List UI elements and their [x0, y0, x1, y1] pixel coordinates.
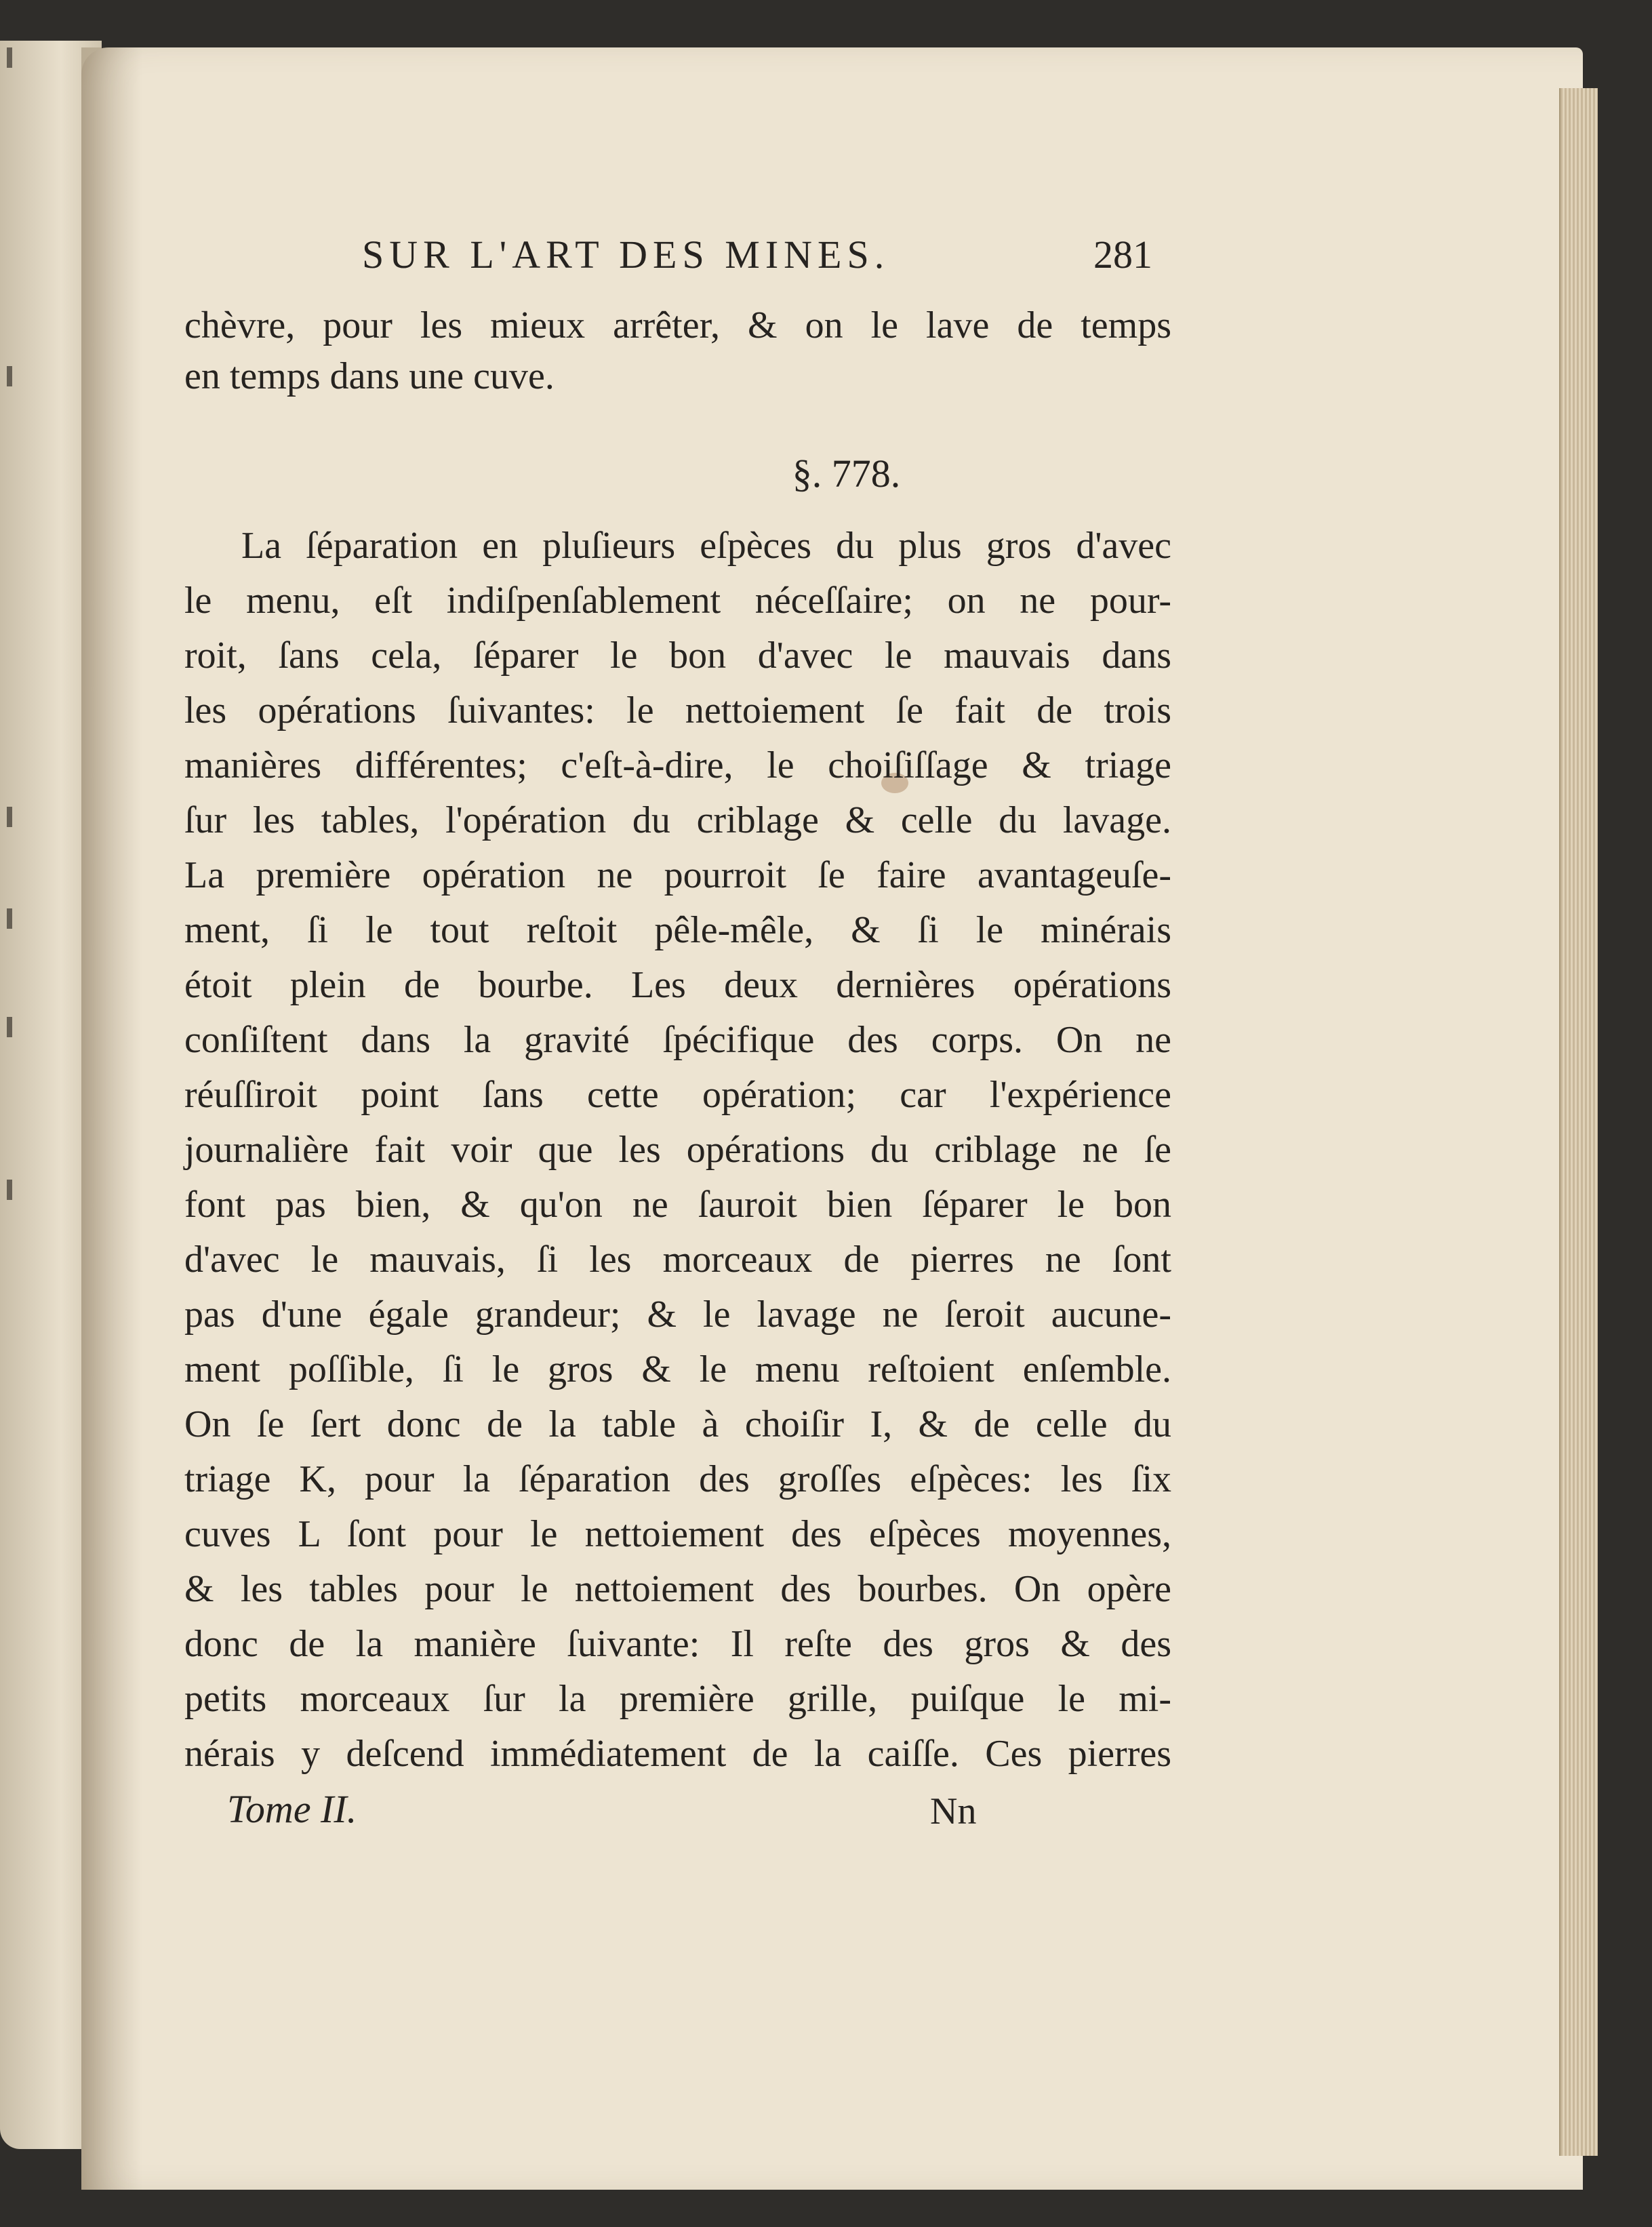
- body-line: d'avec le mauvais, ſi les morceaux de pierres ne ſont: [184, 1239, 1171, 1281]
- running-title: SUR L'ART DES MINES.: [362, 233, 890, 277]
- body-line: ment poſſible, ſi le gros & le menu reſtoient enſemble.: [184, 1348, 1171, 1390]
- show-through-mark: [7, 908, 12, 929]
- body-line: étoit plein de bourbe. Les deux dernières opérations: [184, 964, 1171, 1006]
- body-line: triage K, pour la ſéparation des groſſes eſpèces: les ſix: [184, 1458, 1171, 1500]
- show-through-mark: [7, 1017, 12, 1037]
- carryover-line: en temps dans une cuve.: [184, 355, 555, 397]
- body-line: ſur les tables, l'opération du criblage & celle du lavage.: [184, 799, 1171, 841]
- body-line: & les tables pour le nettoiement des bourbes. On opère: [184, 1568, 1171, 1610]
- body-line: nérais y deſcend immédiatement de la caiſſe. Ces pierres: [184, 1733, 1171, 1775]
- body-line: les opérations ſuivantes: le nettoiement ſe fait de trois: [184, 689, 1171, 731]
- body-line: La première opération ne pourroit ſe faire avantageuſe-: [184, 854, 1171, 896]
- body-line: On ſe ſert donc de la table à choiſir I, & de celle du: [184, 1403, 1171, 1445]
- section-number: §. 778.: [792, 452, 901, 496]
- show-through-mark: [7, 807, 12, 827]
- page-gutter-shadow: [81, 47, 142, 2190]
- body-line: roit, ſans cela, ſéparer le bon d'avec le mauvais dans: [184, 635, 1171, 677]
- signature-mark: Nn: [930, 1790, 977, 1832]
- body-line: pas d'une égale grandeur; & le lavage ne ſeroit aucune-: [184, 1293, 1171, 1336]
- body-line: le menu, eſt indiſpenſablement néceſſaire; on ne pour-: [184, 580, 1171, 622]
- body-line: font pas bien, & qu'on ne ſauroit bien ſéparer le bon: [184, 1184, 1171, 1226]
- body-line: conſiſtent dans la gravité ſpécifique des corps. On ne: [184, 1019, 1171, 1061]
- body-line: cuves L ſont pour le nettoiement des eſpèces moyennes,: [184, 1513, 1171, 1555]
- show-through-mark: [7, 366, 12, 386]
- volume-label: Tome II.: [227, 1787, 357, 1831]
- page-edges-stack: [1559, 88, 1598, 2156]
- carryover-line: chèvre, pour les mieux arrêter, & on le lave de temps: [184, 304, 1171, 346]
- show-through-mark: [7, 47, 12, 68]
- body-line: journalière fait voir que les opérations du criblage ne ſe: [184, 1129, 1171, 1171]
- body-line: manières différentes; c'eſt-à-dire, le choiſiſſage & triage: [184, 744, 1171, 786]
- body-line: petits morceaux ſur la première grille, puiſque le mi-: [184, 1678, 1171, 1720]
- body-line: réuſſiroit point ſans cette opération; car l'expérience: [184, 1074, 1171, 1116]
- page-number: 281: [1093, 233, 1152, 277]
- show-through-mark: [7, 1180, 12, 1200]
- body-line: donc de la manière ſuivante: Il reſte des gros & des: [184, 1623, 1171, 1665]
- body-line: La ſéparation en pluſieurs eſpèces du plus gros d'avec: [241, 525, 1171, 567]
- body-line: ment, ſi le tout reſtoit pêle-mêle, & ſi le minérais: [184, 909, 1171, 951]
